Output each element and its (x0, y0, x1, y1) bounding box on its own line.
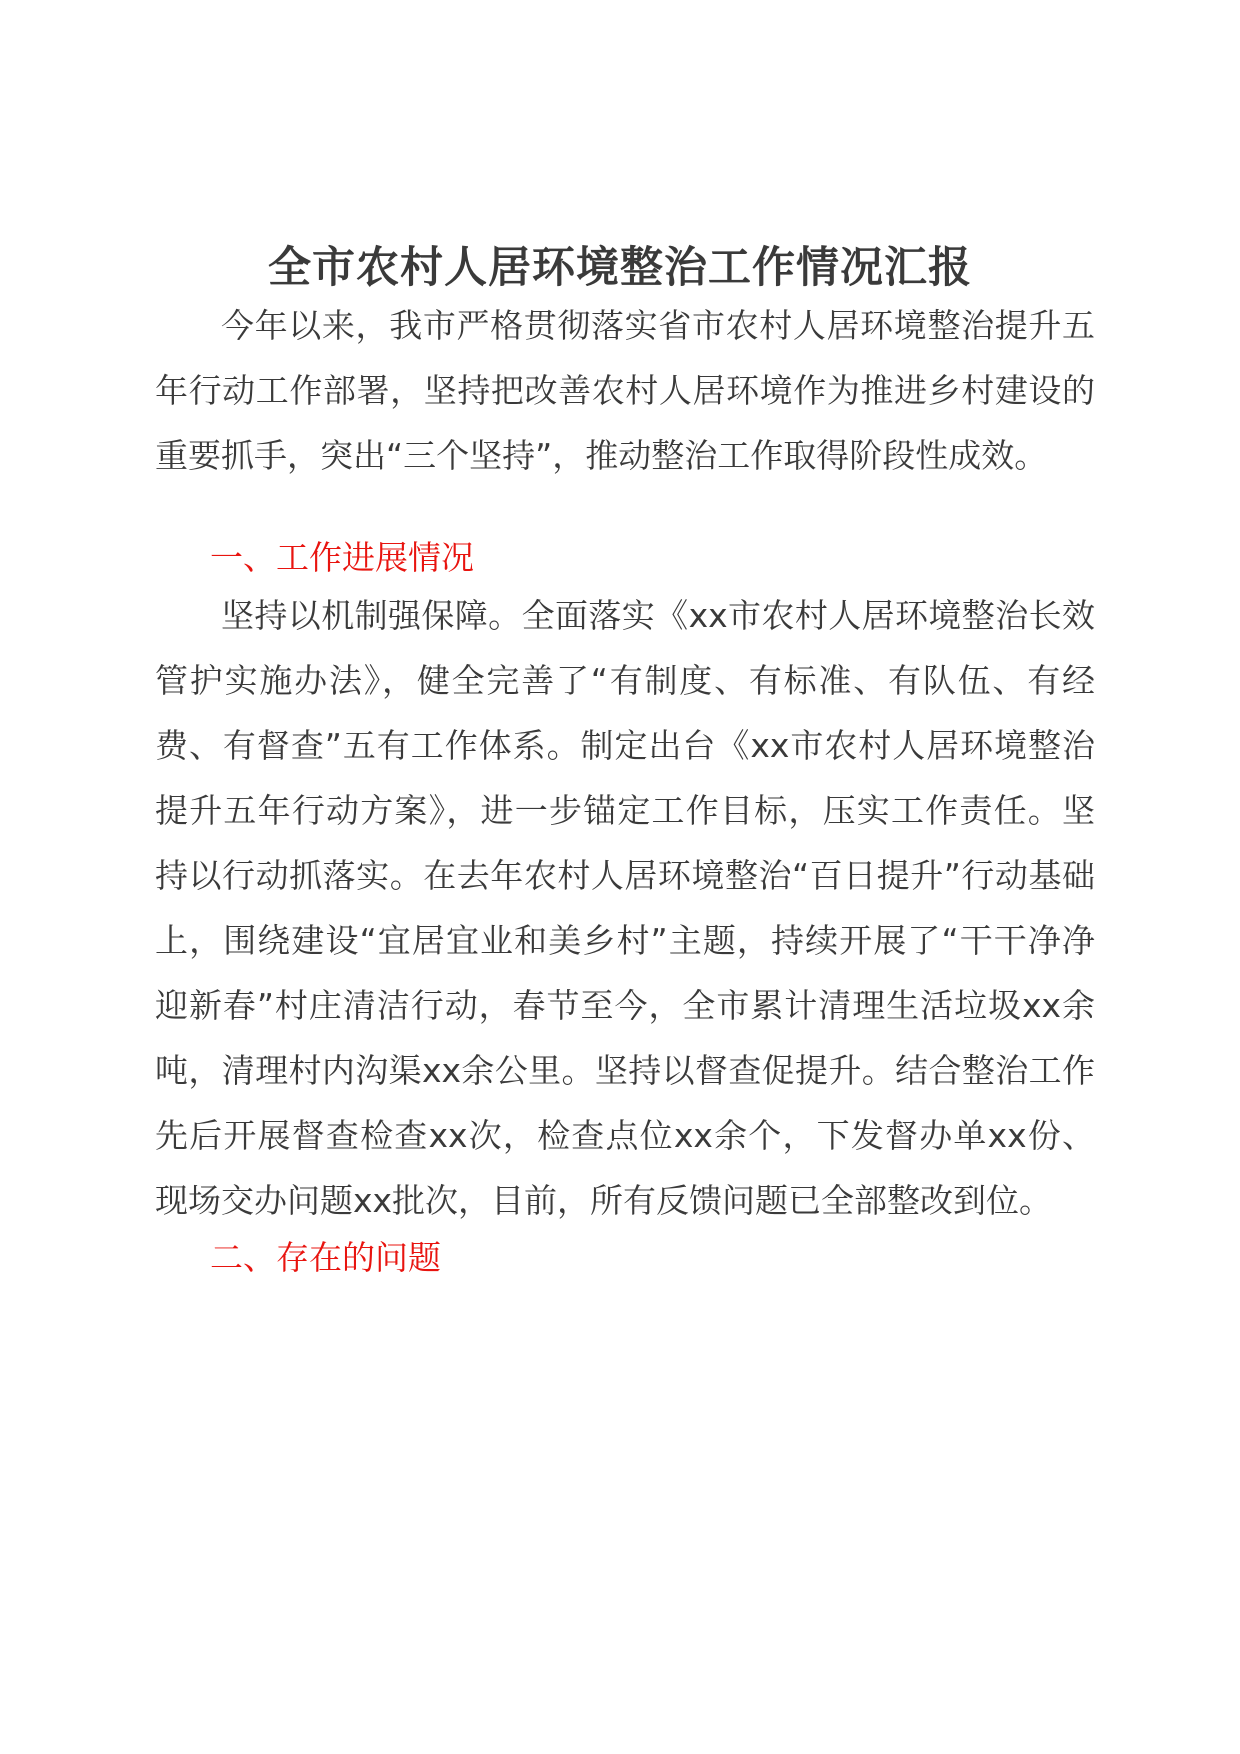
intro-paragraph: 今年以来，我市严格贯彻落实省市农村人居环境整治提升五年行动工作部署，坚持把改善农村人居环境作为推进乡村建设的重要抓手，突出“三个坚持”，推动整治工作取得阶段性成效。 (155, 306, 1095, 475)
section2-heading: 二、存在的问题 (210, 1238, 441, 1277)
document-title: 全市农村人居环境整治工作情况汇报 (268, 243, 972, 293)
section1-paragraph: 坚持以机制强保障。全面落实《xx市农村人居环境整治长效管护实施办法》，健全完善了“有制度、有标准、有队伍、有经费、有督查”五有工作体系。制定出台《xx市农村人居环境整治提升五年行动方案》，进一步锚定工作目标，压实工作责任。坚持以行动抓落实。在去年农村人居环境整治“百日提升”行动基础上，围绕建设“宜居宜业和美乡村”主题，持续开展了“干干净净迎新春”村庄清洁行动，春节至今，全市累计清理生活垃圾xx余吨，清理村内沟渠xx余公里。坚持以督查促提升。结合整治工作先后开展督查检查xx次，检查点位xx余个，下发督办单xx份、现场交办问题xx批次，目前，所有反馈问题已全部整改到位。 (155, 596, 1095, 1220)
section1-heading: 一、工作进展情况 (210, 538, 474, 577)
section1-block (155, 583, 1095, 1233)
intro-block (155, 293, 1095, 488)
